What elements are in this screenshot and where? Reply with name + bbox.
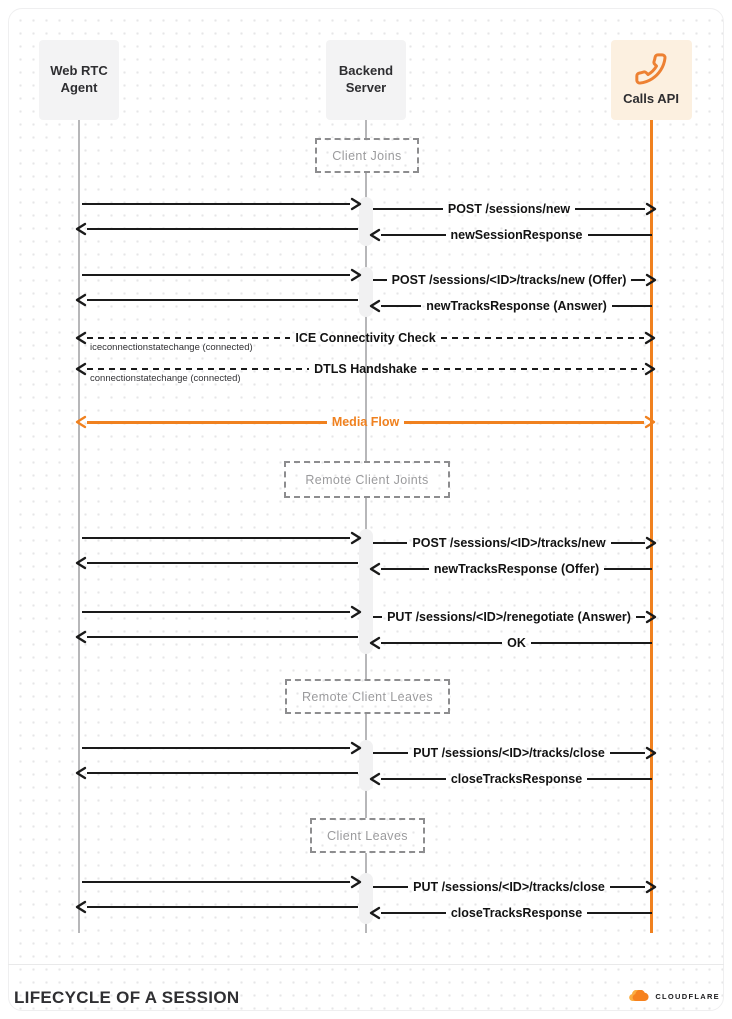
line [87, 636, 358, 638]
line [373, 616, 382, 618]
message-row [373, 227, 652, 243]
line [381, 912, 446, 914]
phase-box [315, 138, 419, 173]
message-line-left [82, 604, 358, 620]
message-label: newTracksResponse (Offer) [433, 561, 600, 576]
message-row [373, 609, 653, 625]
line [381, 568, 429, 570]
line [404, 421, 644, 424]
message-line-left [82, 530, 358, 546]
line [587, 912, 652, 914]
line [441, 337, 644, 339]
message-line-left [82, 267, 358, 283]
message-line-left [79, 292, 358, 308]
event-note: connectionstatechange (connected) [90, 373, 241, 384]
message-label: PUT /sessions/<ID>/renegotiate (Answer) [387, 609, 631, 624]
line [531, 642, 652, 644]
line [82, 274, 350, 276]
line [82, 747, 350, 749]
line [587, 778, 652, 780]
webrtc-agent-box [39, 40, 119, 120]
message-line-left [79, 221, 358, 237]
line [87, 228, 358, 230]
backend-server-box [326, 40, 406, 120]
message-line-left [82, 196, 358, 212]
message-line-left [79, 899, 358, 915]
arrowhead-right-icon [349, 197, 362, 211]
message-row [373, 879, 653, 895]
line [82, 537, 350, 539]
phase-label: Client Leaves [327, 828, 408, 843]
message-row [373, 905, 652, 921]
line [610, 752, 645, 754]
message-row [373, 745, 653, 761]
arrowhead-right-icon [644, 202, 657, 216]
arrowhead-left-icon [369, 228, 382, 242]
message-line-left [79, 629, 358, 645]
message-label: Media Flow [331, 414, 400, 429]
line [373, 542, 407, 544]
actor-label [623, 91, 679, 108]
message-row [373, 635, 652, 651]
phase-label: Client Joins [332, 148, 402, 163]
arrowhead-left-icon [75, 222, 88, 236]
message-label: closeTracksResponse [450, 905, 583, 920]
line [82, 203, 350, 205]
arrowhead-left-icon [369, 906, 382, 920]
phase-label: Remote Client Leaves [302, 689, 433, 704]
message-row [373, 771, 652, 787]
cloudflare-logo [628, 990, 720, 1002]
message-label: POST /sessions/<ID>/tracks/new (Offer) [391, 272, 627, 287]
line [611, 542, 645, 544]
line [373, 279, 387, 281]
line [87, 421, 327, 424]
arrowhead-left-icon [75, 556, 88, 570]
message-label: ICE Connectivity Check [295, 330, 436, 345]
arrowhead-right-icon [643, 331, 656, 345]
message-line-left [79, 555, 358, 571]
arrowhead-right-icon [349, 531, 362, 545]
line [381, 778, 446, 780]
phase-box [310, 818, 425, 853]
actor-label-line: Agent [60, 80, 98, 95]
message-label: newSessionResponse [450, 227, 583, 242]
arrowhead-right-icon [349, 268, 362, 282]
phase-box [285, 679, 450, 714]
arrowhead-right-icon [643, 362, 656, 376]
message-row [373, 561, 652, 577]
arrowhead-right-icon [644, 536, 657, 550]
phone-icon [634, 52, 668, 86]
media-flow-row [79, 414, 652, 430]
webrtc-agent-lifeline [78, 120, 80, 933]
actor-label-line: Backend [338, 63, 394, 79]
line [373, 886, 408, 888]
message-label: DTLS Handshake [314, 361, 417, 376]
message-label: PUT /sessions/<ID>/tracks/close [413, 879, 605, 894]
arrowhead-left-icon [369, 636, 382, 650]
line [87, 337, 290, 339]
calls-api-box [611, 40, 692, 120]
actor-label-line: Calls API [623, 91, 679, 107]
line [87, 368, 309, 370]
line [588, 234, 653, 236]
arrowhead-left-icon [369, 562, 382, 576]
arrowhead-left-icon [369, 772, 382, 786]
footer-divider [8, 964, 724, 965]
line [82, 611, 350, 613]
arrowhead-left-icon [75, 766, 88, 780]
message-line-left [79, 765, 358, 781]
line [422, 368, 644, 370]
message-row [373, 272, 653, 288]
phase-box [284, 461, 450, 498]
arrowhead-left-icon [75, 900, 88, 914]
line [612, 305, 652, 307]
line [87, 906, 358, 908]
arrowhead-right-icon [643, 415, 656, 429]
message-label: POST /sessions/new [447, 201, 571, 216]
message-row [373, 298, 652, 314]
actor-label [50, 63, 108, 97]
line [610, 886, 645, 888]
line [82, 881, 350, 883]
arrowhead-right-icon [644, 746, 657, 760]
line [373, 208, 443, 210]
actor-label [339, 63, 393, 97]
line [604, 568, 652, 570]
message-label: OK [507, 635, 526, 650]
arrowhead-left-icon [75, 331, 88, 345]
arrowhead-left-icon [75, 630, 88, 644]
line [87, 772, 358, 774]
cloudflare-wordmark: CLOUDFLARE [655, 991, 720, 1001]
actor-label-line: Server [345, 80, 387, 95]
arrowhead-right-icon [349, 875, 362, 889]
line [381, 305, 421, 307]
event-note: iceconnectionstatechange (connected) [90, 342, 253, 353]
message-label: closeTracksResponse [450, 771, 583, 786]
message-label: PUT /sessions/<ID>/tracks/close [413, 745, 605, 760]
arrowhead-right-icon [644, 273, 657, 287]
arrowhead-left-icon [369, 299, 382, 313]
arrowhead-right-icon [644, 610, 657, 624]
line [87, 562, 358, 564]
message-line-left [82, 874, 358, 890]
line [575, 208, 645, 210]
message-label: newTracksResponse (Answer) [426, 298, 607, 313]
arrowhead-left-icon [75, 293, 88, 307]
line [373, 752, 408, 754]
arrowhead-left-icon [75, 362, 88, 376]
line [381, 642, 502, 644]
line [381, 234, 446, 236]
arrowhead-right-icon [349, 605, 362, 619]
diagram-title: LIFECYCLE OF A SESSION [14, 988, 240, 1007]
arrowhead-right-icon [644, 880, 657, 894]
message-row [373, 535, 653, 551]
message-row [373, 201, 653, 217]
message-label: POST /sessions/<ID>/tracks/new [412, 535, 606, 550]
line [87, 299, 358, 301]
arrowhead-left-icon [75, 415, 88, 429]
arrowhead-right-icon [349, 741, 362, 755]
actor-label-line: Web RTC [50, 63, 108, 79]
cloudflare-cloud-icon [628, 990, 651, 1002]
message-line-left [82, 740, 358, 756]
phase-label: Remote Client Joints [305, 472, 429, 487]
line [631, 279, 645, 281]
